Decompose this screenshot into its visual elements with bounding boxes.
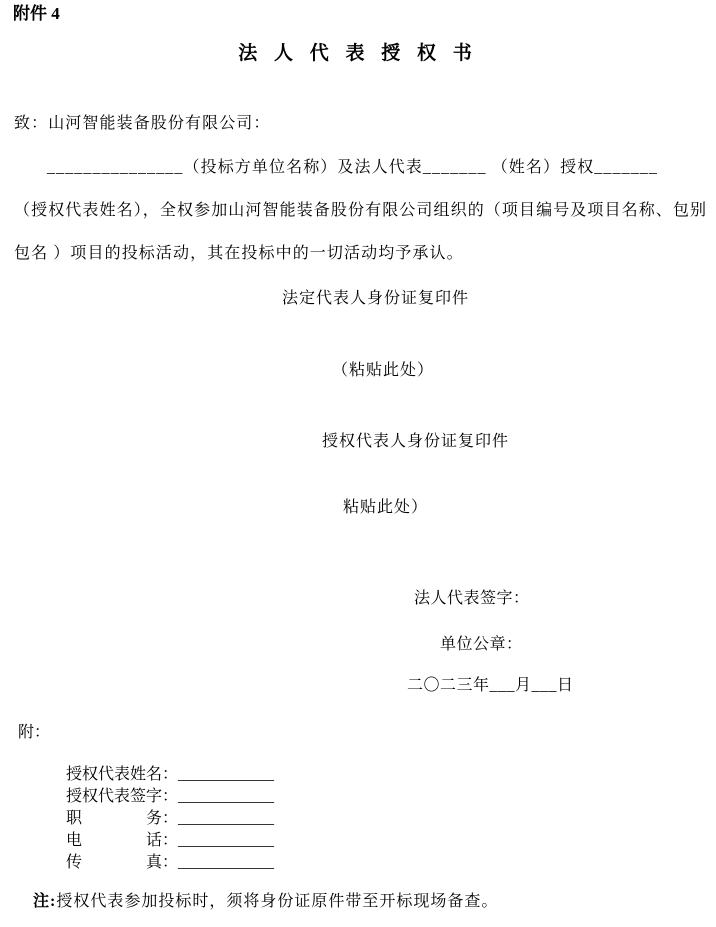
appendix-heading: 附： xyxy=(18,724,51,741)
appendix-row-blank: ____________ xyxy=(178,853,275,871)
note-line xyxy=(13,875,498,927)
appendix-row-blank: ____________ xyxy=(178,787,275,805)
appendix-row-blank: ____________ xyxy=(178,809,275,827)
auth-rep-id-copy-heading: 授权代表人身份证复印件 xyxy=(322,433,510,450)
body-line-project-bidding: 包名 ）项目的投标活动，其在投标中的一切活动均予承认。 xyxy=(14,245,464,262)
note-prefix: 注: xyxy=(33,892,57,910)
appendix-row-blank: ____________ xyxy=(178,765,275,783)
legal-rep-id-copy-heading: 法定代表人身份证复印件 xyxy=(282,290,470,307)
date-line: 二〇二三年___月___日 xyxy=(407,677,574,694)
body-line-authorized-rep: （授权代表姓名），全权参加山河智能装备股份有限公司组织的（项目编号及项目名称、包别 xyxy=(14,202,708,219)
appendix-row-label: 授权代表姓名： xyxy=(66,765,179,783)
paste-here-note-1: （粘贴此处） xyxy=(332,362,435,379)
appendix-row-label: 电 话： xyxy=(66,831,179,849)
appendix-row-label: 传 真： xyxy=(66,853,179,871)
legal-rep-signature-label: 法人代表签字： xyxy=(414,590,530,607)
body-line-bidder-and-legal-rep: _______________（投标方单位名称）及法人代表_______ （姓名）授权_______ xyxy=(47,159,659,176)
appendix-row-label: 授权代表签字： xyxy=(66,787,179,805)
salutation-line: 致：山河智能装备股份有限公司： xyxy=(14,115,271,132)
paste-here-note-2: 粘贴此处） xyxy=(343,499,429,516)
note-text: 授权代表参加投标时，须将身份证原件带至开标现场备查。 xyxy=(56,892,499,910)
appendix-row-label: 职 务： xyxy=(66,809,179,827)
appendix-row-blank: ____________ xyxy=(178,831,275,849)
attachment-number-label: 附件 4 xyxy=(13,4,60,23)
company-seal-label: 单位公章： xyxy=(440,636,523,653)
document-title: 法 人 代 表 授 权 书 xyxy=(238,43,478,64)
